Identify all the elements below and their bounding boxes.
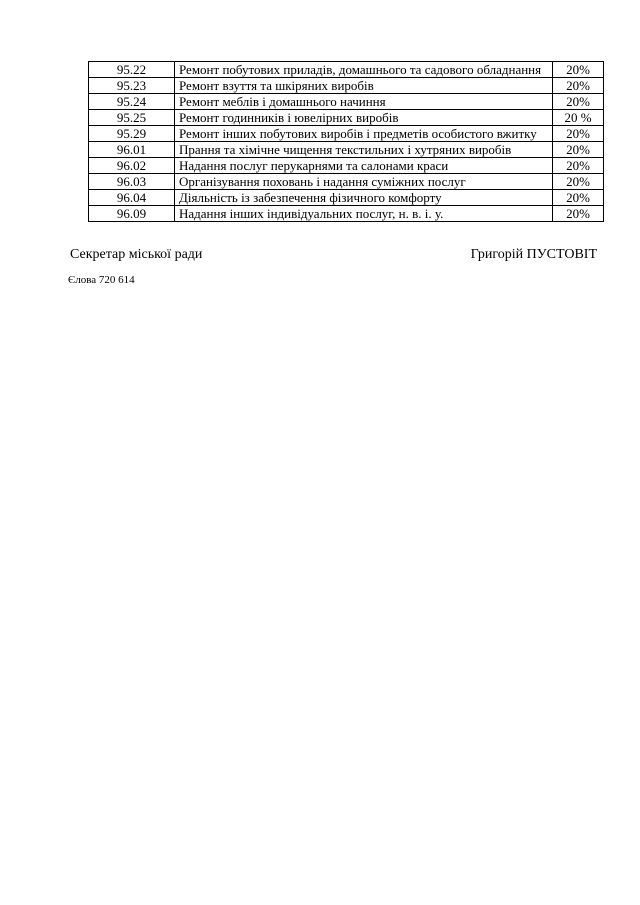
tax-rates-table: [88, 61, 604, 222]
signature-title: Секретар міської ради: [70, 247, 203, 262]
activity-code-cell: 96.02: [89, 158, 175, 174]
tax-rate-cell: 20%: [553, 206, 604, 222]
activity-description-cell: Надання послуг перукарнями та салонами краси: [175, 158, 553, 174]
table-row: [89, 78, 604, 94]
tax-rate-cell: 20 %: [553, 110, 604, 126]
activity-code-cell: 95.25: [89, 110, 175, 126]
table-row: [89, 110, 604, 126]
activity-description-cell: Ремонт меблів і домашнього начиння: [175, 94, 553, 110]
activity-description-cell: Ремонт інших побутових виробів і предметів особистого вжитку: [175, 126, 553, 142]
tax-rate-cell: 20%: [553, 158, 604, 174]
table-row: [89, 126, 604, 142]
activity-description-cell: Організування поховань і надання суміжних послуг: [175, 174, 553, 190]
activity-code-cell: 96.09: [89, 206, 175, 222]
activity-code-cell: 95.22: [89, 62, 175, 78]
table-row: [89, 174, 604, 190]
activity-description-cell: Надання інших індивідуальних послуг, н. в. і. у.: [175, 206, 553, 222]
executor-note: Єлова 720 614: [68, 274, 135, 286]
table-row: [89, 206, 604, 222]
tax-rate-cell: 20%: [553, 190, 604, 206]
activity-code-cell: 95.24: [89, 94, 175, 110]
table-body: [89, 62, 604, 222]
signature-name: Григорій ПУСТОВІТ: [470, 247, 597, 262]
activity-description-cell: Ремонт взуття та шкіряних виробів: [175, 78, 553, 94]
tax-rate-cell: 20%: [553, 174, 604, 190]
signature-row: [70, 247, 597, 263]
table-row: [89, 190, 604, 206]
activity-description-cell: Ремонт побутових приладів, домашнього та садового обладнання: [175, 62, 553, 78]
table-row: [89, 142, 604, 158]
tax-rate-cell: 20%: [553, 62, 604, 78]
activity-code-cell: 96.01: [89, 142, 175, 158]
activity-code-cell: 96.04: [89, 190, 175, 206]
activity-description-cell: Ремонт годинників і ювелірних виробів: [175, 110, 553, 126]
tax-rate-cell: 20%: [553, 78, 604, 94]
table-row: [89, 94, 604, 110]
table-row: [89, 158, 604, 174]
activity-description-cell: Діяльність із забезпечення фізичного комфорту: [175, 190, 553, 206]
activity-code-cell: 95.23: [89, 78, 175, 94]
tax-rate-cell: 20%: [553, 94, 604, 110]
table-row: [89, 62, 604, 78]
activity-description-cell: Прання та хімічне чищення текстильних і хутряних виробів: [175, 142, 553, 158]
tax-rate-cell: 20%: [553, 126, 604, 142]
activity-code-cell: 95.29: [89, 126, 175, 142]
activity-code-cell: 96.03: [89, 174, 175, 190]
tax-rate-cell: 20%: [553, 142, 604, 158]
